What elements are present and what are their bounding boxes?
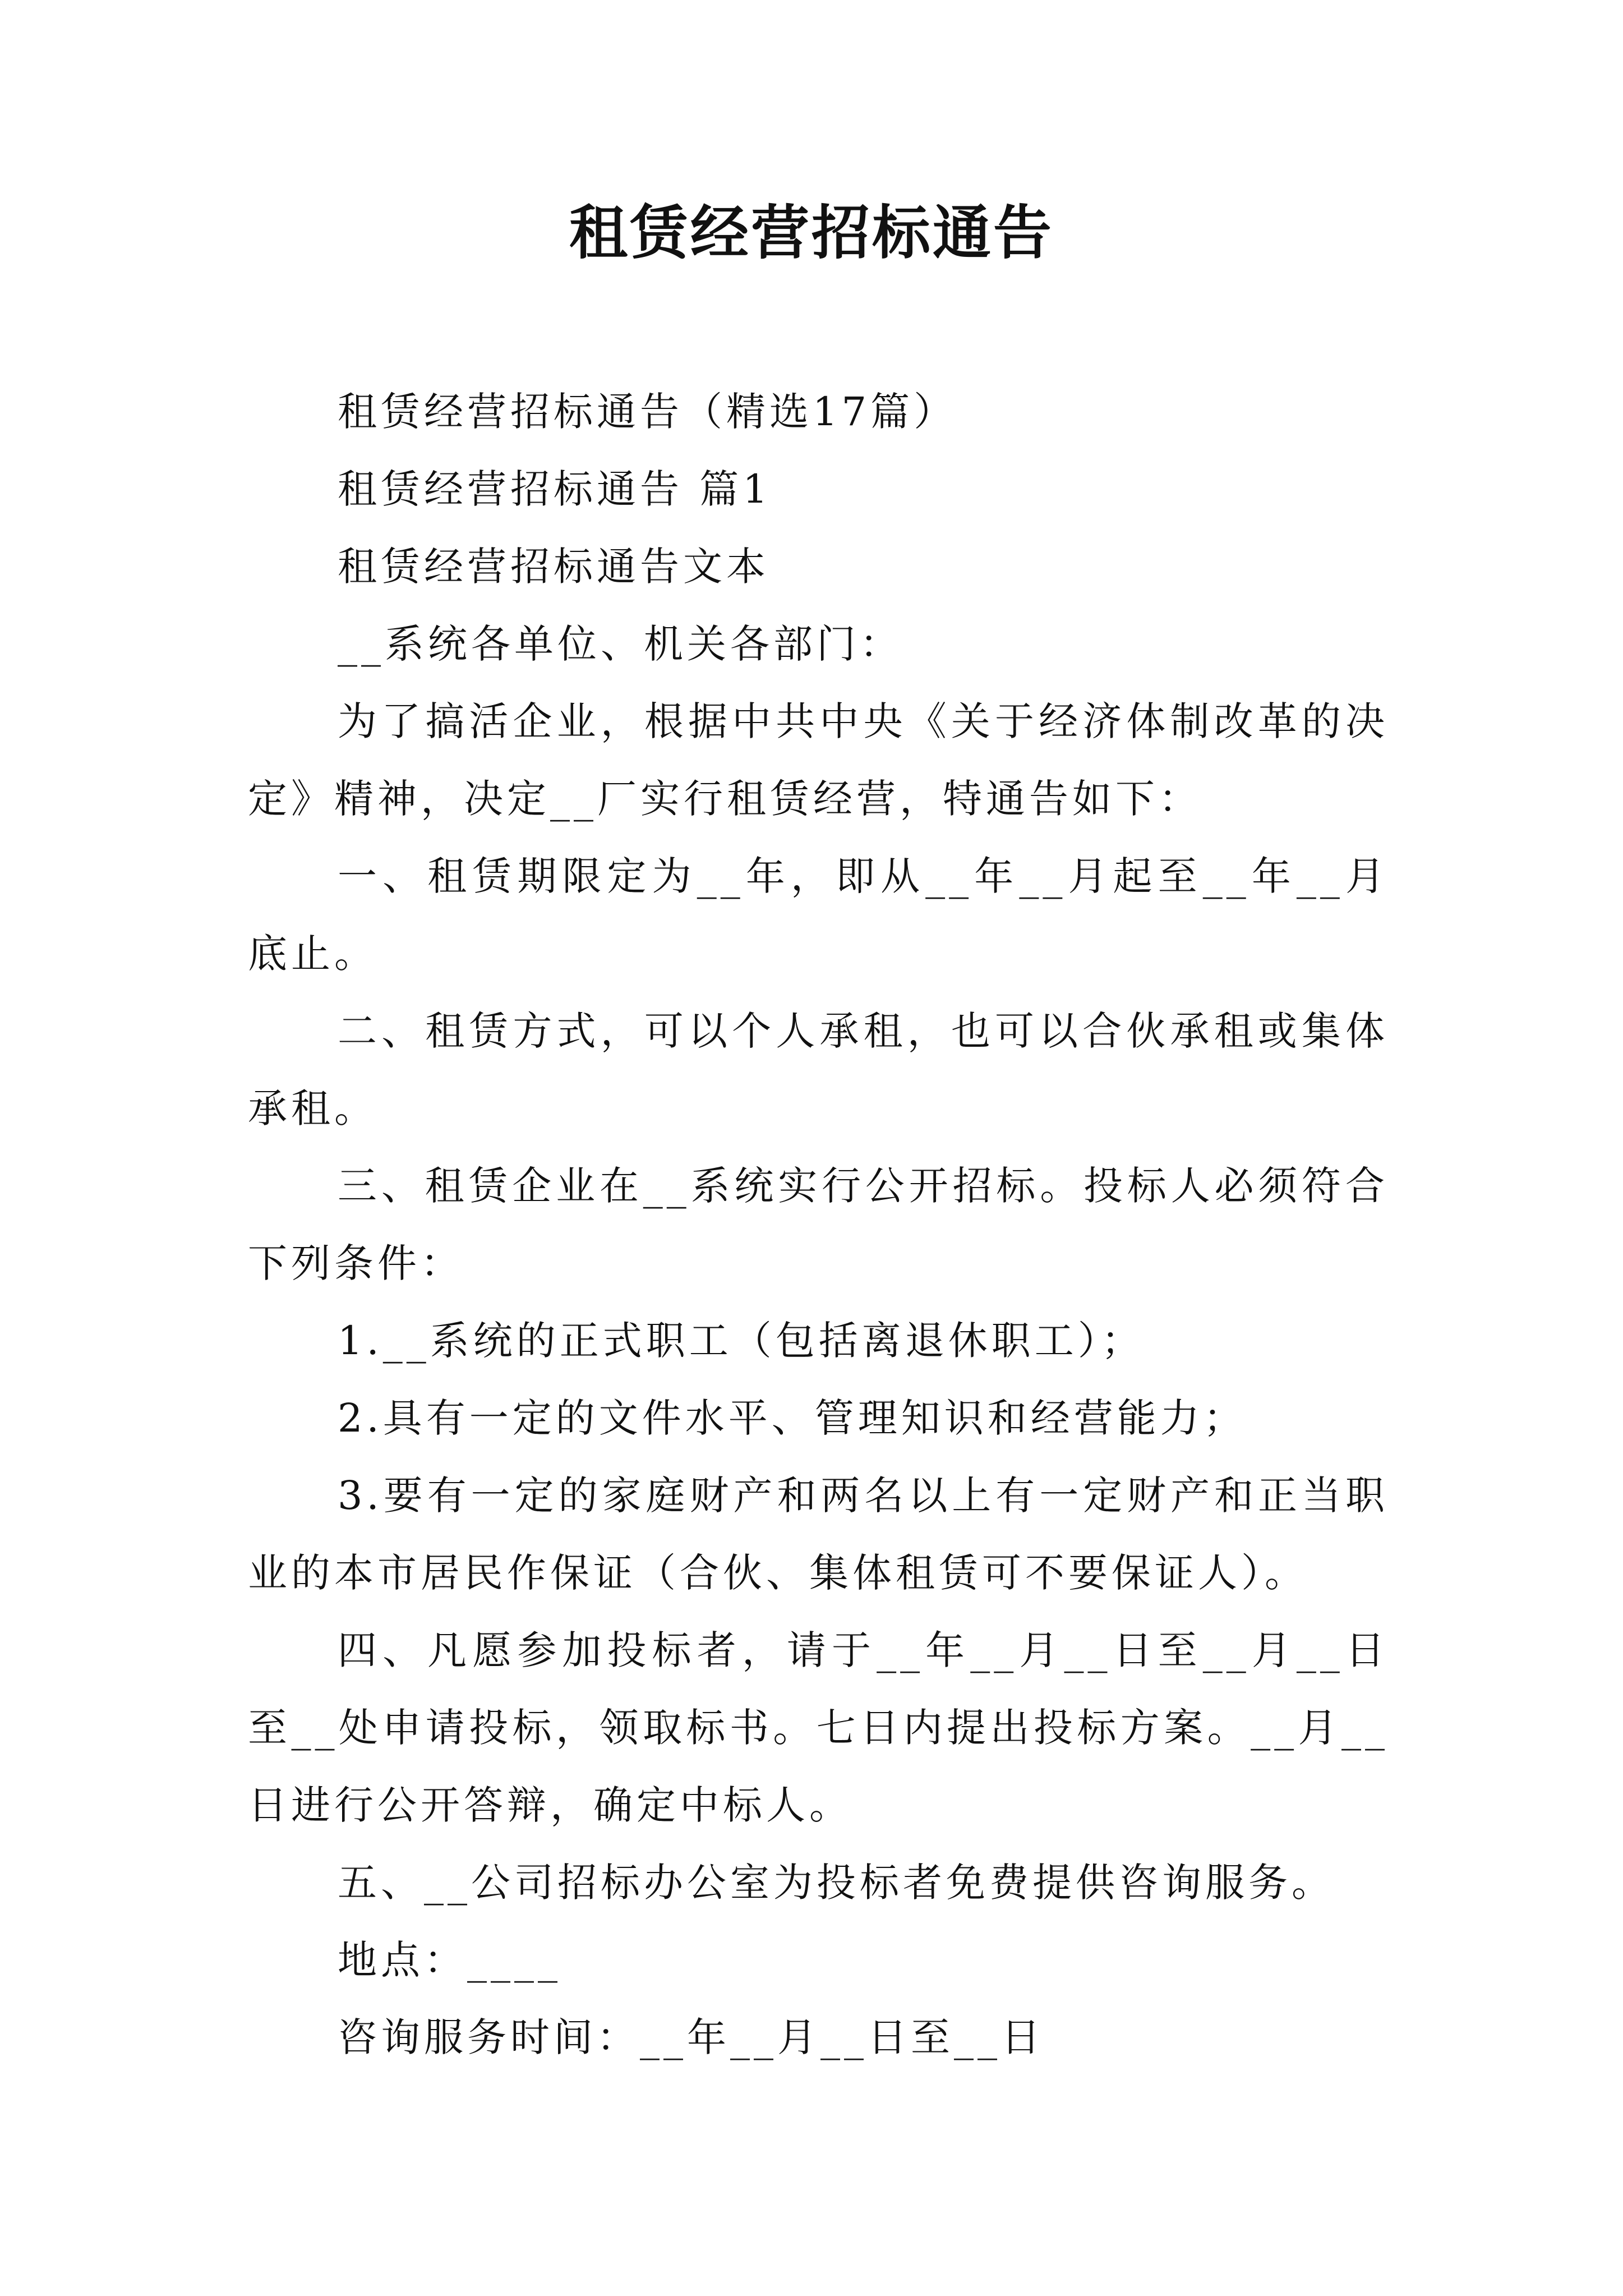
document-title: 租赁经营招标通告 bbox=[569, 198, 1054, 267]
paragraph-item-5: 五、__公司招标办公室为投标者免费提供咨询服务。 bbox=[338, 1860, 1335, 1906]
document-body bbox=[248, 373, 1389, 2076]
paragraph-item-4: 四、凡愿参加投标者，请于__年__月__日至__月__日至__处申请投标，领取标书。七日内提出投标方案。__月__日进行公开答辩，确定中标人。 bbox=[248, 1627, 1389, 1828]
paragraph-condition-2: 2.具有一定的文件水平、管理知识和经营能力； bbox=[338, 1395, 1247, 1441]
paragraph-subtitle: 租赁经营招标通告（精选17篇） bbox=[338, 389, 957, 435]
paragraph-text-heading: 租赁经营招标通告文本 bbox=[338, 544, 769, 590]
paragraph-item-3: 三、租赁企业在__系统实行公开招标。投标人必须符合下列条件： bbox=[248, 1163, 1389, 1286]
paragraph-item-2: 二、租赁方式，可以个人承租，也可以合伙承租或集体承租。 bbox=[248, 1008, 1389, 1131]
paragraph-location: 地点：____ bbox=[338, 1937, 561, 1983]
paragraph-section-heading: 租赁经营招标通告 篇1 bbox=[338, 466, 772, 512]
paragraph-condition-3: 3.要有一定的家庭财产和两名以上有一定财产和正当职业的本市居民作保证（合伙、集体租赁可不要保证人）。 bbox=[248, 1473, 1389, 1596]
paragraph-condition-1: 1.__系统的正式职工（包括离退休职工）； bbox=[338, 1318, 1145, 1364]
paragraph-intro: 为了搞活企业，根据中共中央《关于经济体制改革的决定》精神，决定__厂实行租赁经营，特通告如下： bbox=[248, 698, 1389, 822]
paragraph-service-time: 咨询服务时间：__年__月__日至__日 bbox=[338, 2014, 1044, 2060]
paragraph-item-1: 一、租赁期限定为__年，即从__年__月起至__年__月底止。 bbox=[248, 853, 1389, 977]
paragraph-addressee: __系统各单位、机关各部门： bbox=[338, 621, 903, 667]
